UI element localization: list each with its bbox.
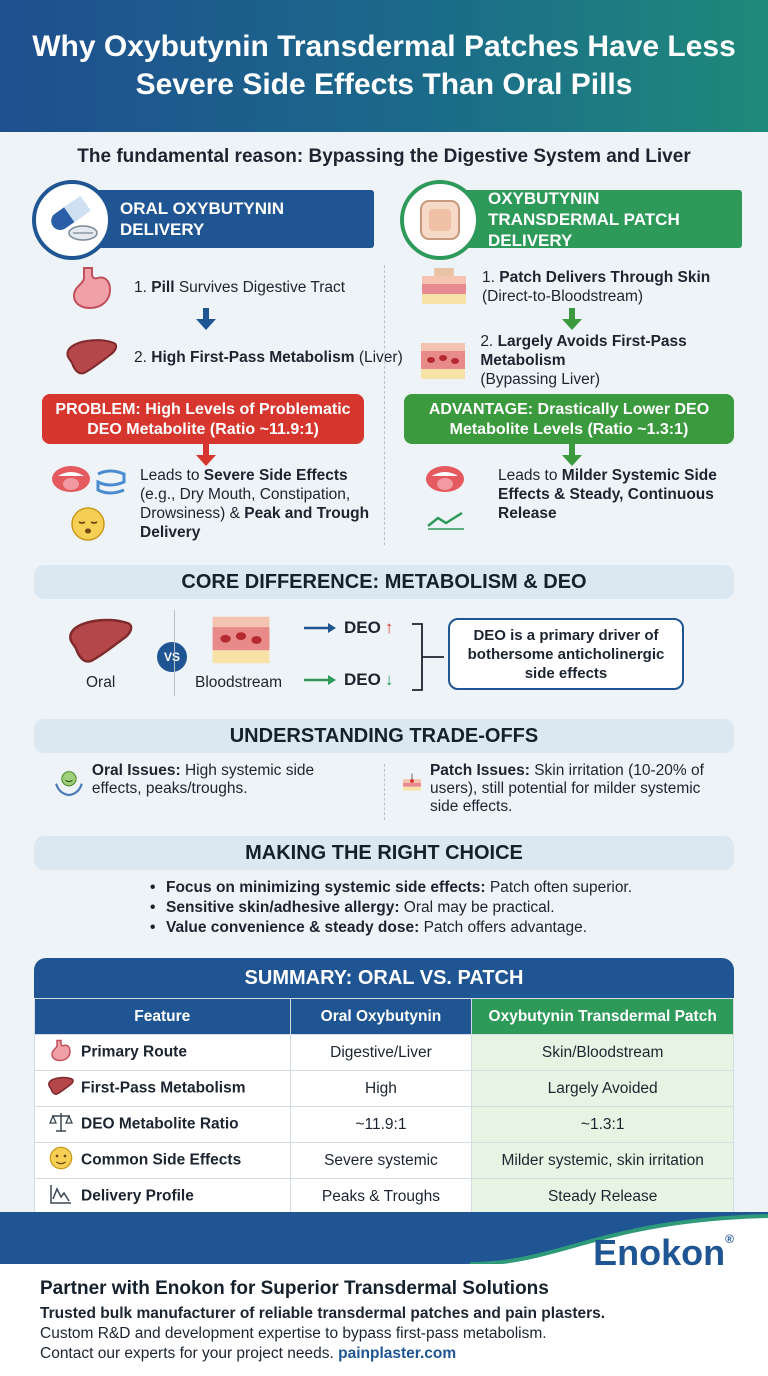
oral-label: Oral — [86, 674, 116, 691]
table-row: First-Pass Metabolism High Largely Avoided — [35, 1071, 734, 1107]
stomach-icon — [62, 262, 122, 312]
face-icon — [41, 1146, 81, 1175]
mouth-icon — [50, 462, 92, 496]
patch-result: Leads to Milder Systemic Side Effects & Steady, Continuous Release — [420, 462, 718, 532]
footer-line-2: Custom R&D and development expertise to bypass first-pass metabolism. — [40, 1325, 547, 1342]
footer-line-3: Contact our experts for your project needs. painplaster.com — [40, 1345, 457, 1362]
table-row: Primary Route Digestive/Liver Skin/Bloodstream — [35, 1035, 734, 1071]
summary-table — [34, 998, 734, 1215]
page-title: Why Oxybutynin Transdermal Patches Have Less Severe Side Effects Than Oral Pills — [32, 30, 736, 101]
intestine-icon — [94, 468, 128, 504]
header-banner — [0, 0, 768, 132]
website-link[interactable]: painplaster.com — [338, 1345, 457, 1362]
list-item: • Focus on minimizing systemic side effects: Patch often superior. — [150, 878, 670, 898]
trend-up-icon — [426, 510, 466, 530]
patch-step-1: 1. Patch Delivers Through Skin (Direct-to-Bloodstream) — [414, 262, 710, 312]
table-header: Feature — [35, 999, 291, 1035]
skin-layers-icon — [414, 262, 474, 312]
core-divider — [174, 610, 175, 696]
patch-arrow-1 — [562, 308, 582, 330]
oral-arrow-1 — [196, 308, 216, 330]
blood-vessel-icon — [210, 614, 272, 666]
bloodstream-label: Bloodstream — [195, 674, 283, 691]
pill-icon — [32, 180, 112, 260]
hands-face-icon — [54, 762, 84, 804]
table-row: Common Side Effects Severe systemic Milder systemic, skin irritation — [35, 1143, 734, 1179]
summary-title: SUMMARY: ORAL VS. PATCH — [34, 958, 734, 998]
list-item: • Value convenience & steady dose: Patch offers advantage. — [150, 918, 670, 938]
footer-title: Partner with Enokon for Superior Transdermal Solutions — [40, 1278, 549, 1299]
bracket — [410, 622, 446, 692]
patch-tradeoff: Patch Issues: Skin irritation (10-20% of users), still potential for milder systemic side effects. — [402, 762, 732, 824]
summary-table-section — [34, 958, 734, 1215]
choice-list — [150, 878, 670, 938]
brand-logo: Enokon® — [593, 1232, 734, 1273]
scale-icon — [41, 1111, 81, 1138]
core-difference-title: CORE DIFFERENCE: METABOLISM & DEO — [34, 565, 734, 599]
liver-icon — [41, 1076, 81, 1101]
patch-step-2: 2. Largely Avoids First-Pass Metabolism (Bypassing Liver) — [414, 332, 768, 389]
subtitle: The fundamental reason: Bypassing the Digestive System and Liver — [77, 146, 691, 167]
graph-icon — [41, 1183, 81, 1210]
arrow-up-icon: ↑ — [384, 618, 394, 637]
blood-vessel-icon — [414, 336, 472, 386]
tradeoffs-title: UNDERSTANDING TRADE-OFFS — [34, 719, 734, 753]
oral-result: Leads to Severe Side Effects (e.g., Dry Mouth, Constipation, Drowsiness) & Peak and Trough Delivery — [50, 462, 370, 546]
advantage-box: ADVANTAGE: Drastically Lower DEO Metabolite Levels (Ratio ~1.3:1) — [404, 394, 734, 444]
skin-irritation-icon — [402, 762, 422, 802]
drowsy-face-icon — [70, 506, 106, 542]
oral-step-2: 2. High First-Pass Metabolism (Liver) — [62, 332, 403, 382]
core-difference-row — [0, 608, 768, 708]
liver-icon — [68, 616, 134, 666]
arrow-down-icon: ↓ — [384, 670, 394, 689]
oral-banner: ORAL OXYBUTYNIN DELIVERY — [72, 190, 374, 248]
deo-up-line: DEO ↑ — [304, 618, 393, 638]
tradeoffs-divider — [384, 764, 385, 820]
oral-step-1: 1. Pill Survives Digestive Tract — [62, 262, 345, 312]
mouth-icon — [424, 462, 466, 496]
liver-icon — [62, 332, 122, 382]
deo-callout: DEO is a primary driver of bothersome anticholinergic side effects — [448, 618, 684, 690]
table-header: Oral Oxybutynin — [290, 999, 472, 1035]
stomach-icon — [41, 1038, 81, 1067]
list-item: • Sensitive skin/adhesive allergy: Oral may be practical. — [150, 898, 670, 918]
problem-box: PROBLEM: High Levels of Problematic DEO Metabolite (Ratio ~11.9:1) — [42, 394, 364, 444]
deo-down-line: DEO ↓ — [304, 670, 393, 690]
vs-badge: VS — [157, 642, 187, 672]
column-divider — [384, 265, 385, 545]
patch-icon — [400, 180, 480, 260]
footer-line-1: Trusted bulk manufacturer of reliable transdermal patches and pain plasters. — [40, 1305, 606, 1322]
choice-title: MAKING THE RIGHT CHOICE — [34, 836, 734, 870]
table-header: Oxybutynin Transdermal Patch — [472, 999, 734, 1035]
table-row: Delivery Profile Peaks & Troughs Steady Release — [35, 1179, 734, 1215]
patch-banner: OXYBUTYNIN TRANSDERMAL PATCH DELIVERY — [440, 190, 742, 248]
oral-tradeoff: Oral Issues: High systemic side effects, peaks/troughs. — [54, 762, 364, 824]
table-row: DEO Metabolite Ratio ~11.9:1 ~1.3:1 — [35, 1107, 734, 1143]
